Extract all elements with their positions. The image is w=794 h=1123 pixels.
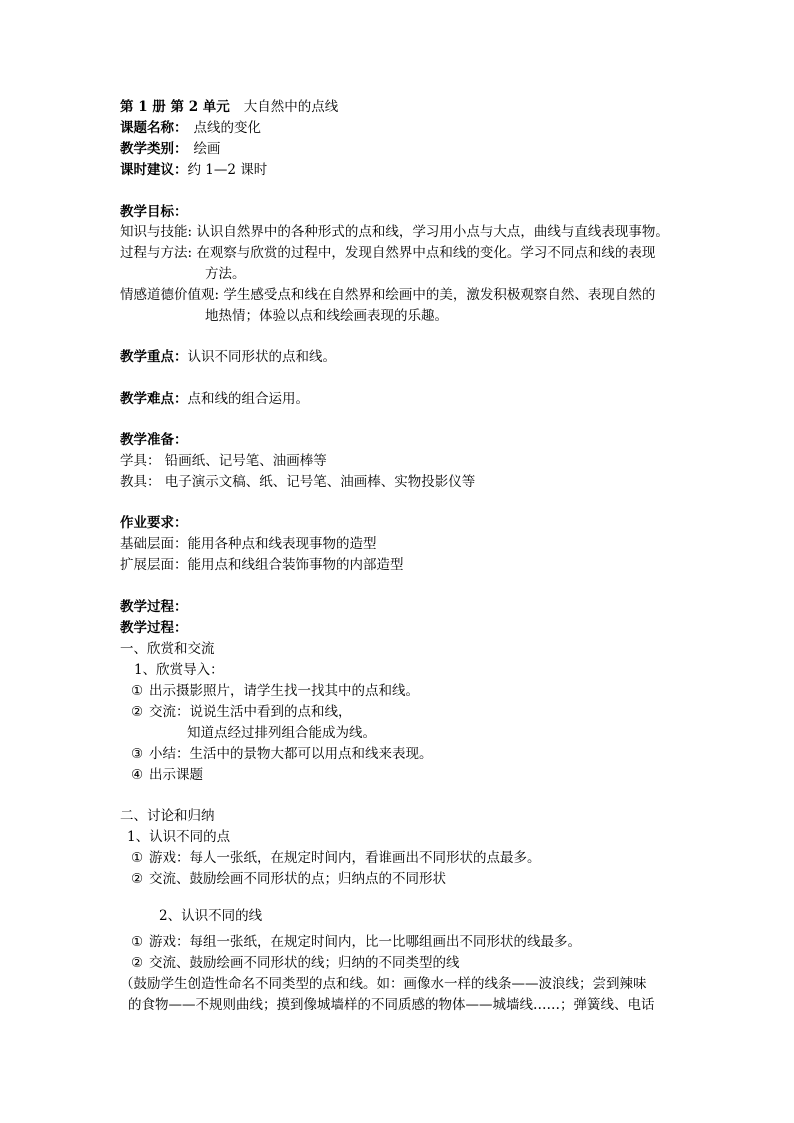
difficulty-label: 教学难点： xyxy=(120,391,188,407)
item-number: ① xyxy=(131,850,144,866)
list-item-cont xyxy=(187,723,376,743)
item-text: 出示摄影照片，请学生找一找其中的点和线。 xyxy=(149,683,419,699)
list-item xyxy=(131,681,419,701)
list-item xyxy=(131,932,581,952)
difficulty-line xyxy=(120,389,309,409)
objective-knowledge: 知识与技能: 认识自然界中的各种形式的点和线，学习用小点与大点，曲线与直线表现事物。 xyxy=(120,224,669,240)
key-point-line xyxy=(120,347,336,367)
objective-emotion-cont: 地热情；体验以点和线绘画表现的乐趣。 xyxy=(205,308,448,324)
item-text: 交流：说说生活中看到的点和线， xyxy=(149,704,352,720)
objective-process-cont: 方法。 xyxy=(205,266,246,282)
preparation-teacher: 教具： 电子演示文稿、纸、记号笔、油画棒、实物投影仪等 xyxy=(120,474,476,490)
item-text: 游戏：每组一张纸，在规定时间内，比一比哪组画出不同形状的线最多。 xyxy=(149,934,581,950)
objective-emotion: 情感道德价值观: 学生感受点和线在自然界和绘画中的美，激发积极观察自然、表现自然的 xyxy=(120,287,656,303)
hours-line xyxy=(120,160,267,180)
key-point-label: 教学重点： xyxy=(120,349,188,365)
item-text: 交流、鼓励绘画不同形状的线；归纳的不同类型的线 xyxy=(149,955,460,971)
item-text: 出示课题 xyxy=(149,767,203,783)
part2-sub1: 1、认识不同的点 xyxy=(127,829,231,845)
note-line-cont: 的食物——不规则曲线；摸到像城墙样的不同质感的物体——城墙线……；弹簧线、电话 xyxy=(128,997,655,1013)
hours-value: 约 1—2 课时 xyxy=(187,162,268,178)
item-number: ② xyxy=(131,955,144,971)
process-heading: 教学过程： xyxy=(120,599,188,615)
list-item xyxy=(131,869,446,889)
category-value: 绘画 xyxy=(193,141,221,157)
part1-title: 一、欣赏和交流 xyxy=(120,641,215,657)
item-text: 游戏：每人一张纸，在规定时间内，看谁画出不同形状的点最多。 xyxy=(149,850,541,866)
item-text: 交流、鼓励绘画不同形状的点；归纳点的不同形状 xyxy=(149,871,446,887)
hours-label: 课时建议： xyxy=(120,162,188,178)
topic-value: 点线的变化 xyxy=(193,120,261,136)
difficulty-text: 点和线的组合运用。 xyxy=(187,391,309,407)
item-number: ① xyxy=(131,683,144,699)
key-point-text: 认识不同形状的点和线。 xyxy=(187,349,336,365)
note-line: （鼓励学生创造性命名不同类型的点和线。如：画像水一样的线条——波浪线；尝到辣味 xyxy=(120,976,647,992)
unit-title: 大自然中的点线 xyxy=(243,99,339,115)
preparation-heading: 教学准备： xyxy=(120,432,188,448)
topic-label: 课题名称： xyxy=(120,120,188,136)
list-item xyxy=(131,953,460,973)
homework-heading: 作业要求： xyxy=(120,515,188,531)
objective-process: 过程与方法: 在观察与欣赏的过程中，发现自然界中点和线的变化。学习不同点和线的表现 xyxy=(120,245,656,261)
list-item xyxy=(131,848,541,868)
topic-line xyxy=(120,118,261,138)
category-label: 教学类别： xyxy=(120,141,188,157)
preparation-student: 学具： 铅画纸、记号笔、油画棒等 xyxy=(120,453,327,469)
item-text: 小结：生活中的景物大都可以用点和线来表现。 xyxy=(149,746,433,762)
part2-title: 二、讨论和归纳 xyxy=(120,808,215,824)
item-number: ② xyxy=(131,871,144,887)
item-number: ④ xyxy=(131,767,144,783)
homework-basic: 基础层面：能用各种点和线表现事物的造型 xyxy=(120,536,377,552)
category-line xyxy=(120,139,221,159)
list-item xyxy=(131,765,203,785)
item-number: ③ xyxy=(131,746,144,762)
list-item xyxy=(131,702,352,722)
part1-sub: 1、欣赏导入： xyxy=(134,662,224,678)
item-text: 知道点经过排列组合能成为线。 xyxy=(187,725,376,741)
item-number: ① xyxy=(131,934,144,950)
unit-label: 第 1 册 第 2 单元 xyxy=(120,99,230,115)
part2-sub2: 2、认识不同的线 xyxy=(159,908,263,924)
homework-extended: 扩展层面：能用点和线组合装饰事物的内部造型 xyxy=(120,557,404,573)
item-number: ② xyxy=(131,704,144,720)
objectives-heading: 教学目标： xyxy=(120,204,188,220)
unit-line xyxy=(120,97,338,117)
process-heading-repeat: 教学过程： xyxy=(120,620,188,636)
list-item xyxy=(131,744,433,764)
